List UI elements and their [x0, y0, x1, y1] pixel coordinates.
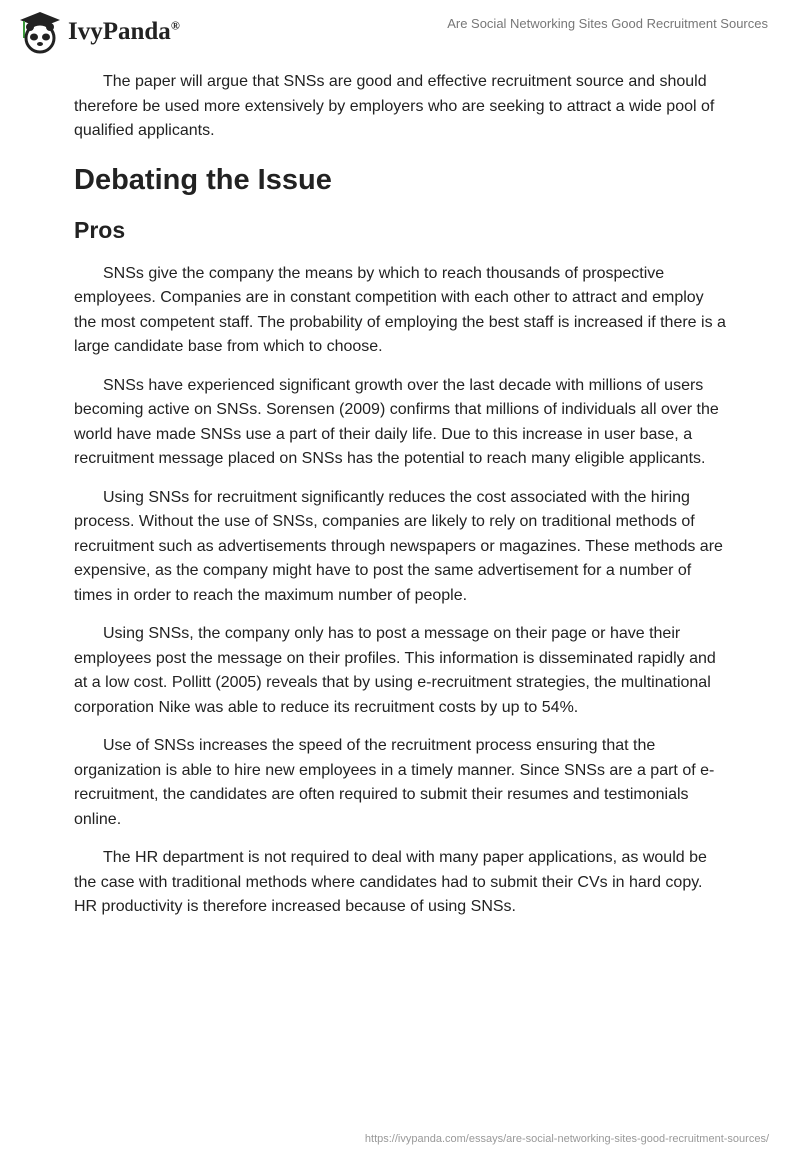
panda-graduate-icon — [18, 10, 62, 54]
page-header — [0, 0, 800, 60]
paragraph: SNSs have experienced significant growth over the last decade with millions of users becoming active on SNSs. Sorensen (2009) confirms that millions of individuals all over the world have made SNSs use a part of their daily life. Due to this increase in user base, a recruitment message placed on SNSs has the potential to reach many eligible applicants. — [74, 376, 719, 467]
paragraph: Using SNSs, the company only has to post a message on their page or have their employees post the message on their profiles. This information is disseminated rapidly and at a low cost. Pollitt (2005) reveals that by using e-recruitment strategies, the multinational corporation Nike was able to reduce its recruitment costs by up to 54%. — [74, 625, 716, 716]
document-title: Are Social Networking Sites Good Recruitment Sources — [447, 16, 768, 31]
intro-paragraph: The paper will argue that SNSs are good and effective recruitment source and should therefore be used more extensively by employers who are seeking to attract a wide pool of qualified applicants. — [74, 73, 715, 139]
section-heading: Debating the Issue — [74, 163, 332, 196]
essay-content — [74, 70, 730, 934]
ivypanda-logo[interactable] — [18, 10, 180, 54]
registered-mark: ® — [170, 18, 180, 33]
paragraph: Use of SNSs increases the speed of the recruitment process ensuring that the organization is able to hire new employees in a timely manner. Since SNSs are a part of e-recruitment, the candidates are often required to submit their resumes and testimonials online. — [74, 737, 715, 828]
logo-text: IvyPanda — [68, 18, 171, 45]
subsection-heading: Pros — [74, 216, 126, 243]
paragraph: The HR department is not required to deal with many paper applications, as would be the case with traditional methods where candidates had to submit their CVs in hard copy. HR productivity is therefore increased because of using SNSs. — [74, 849, 707, 915]
footer-url[interactable]: https://ivypanda.com/essays/are-social-networking-sites-good-recruitment-sources/ — [364, 1133, 769, 1145]
paragraph: Using SNSs for recruitment significantly reduces the cost associated with the hiring process. Without the use of SNSs, companies are likely to rely on traditional methods of recruitment such as advertisements through newspapers or magazines. These methods are expensive, as the company might have to post the same advertisement for a number of times in order to reach the maximum number of people. — [74, 488, 723, 604]
paragraph: SNSs give the company the means by which to reach thousands of prospective employees. Companies are in constant competition with each other to attract and employ the most competent staff. The probability of employing the best staff is increased if there is a large candidate base from which to choose. — [74, 264, 726, 355]
